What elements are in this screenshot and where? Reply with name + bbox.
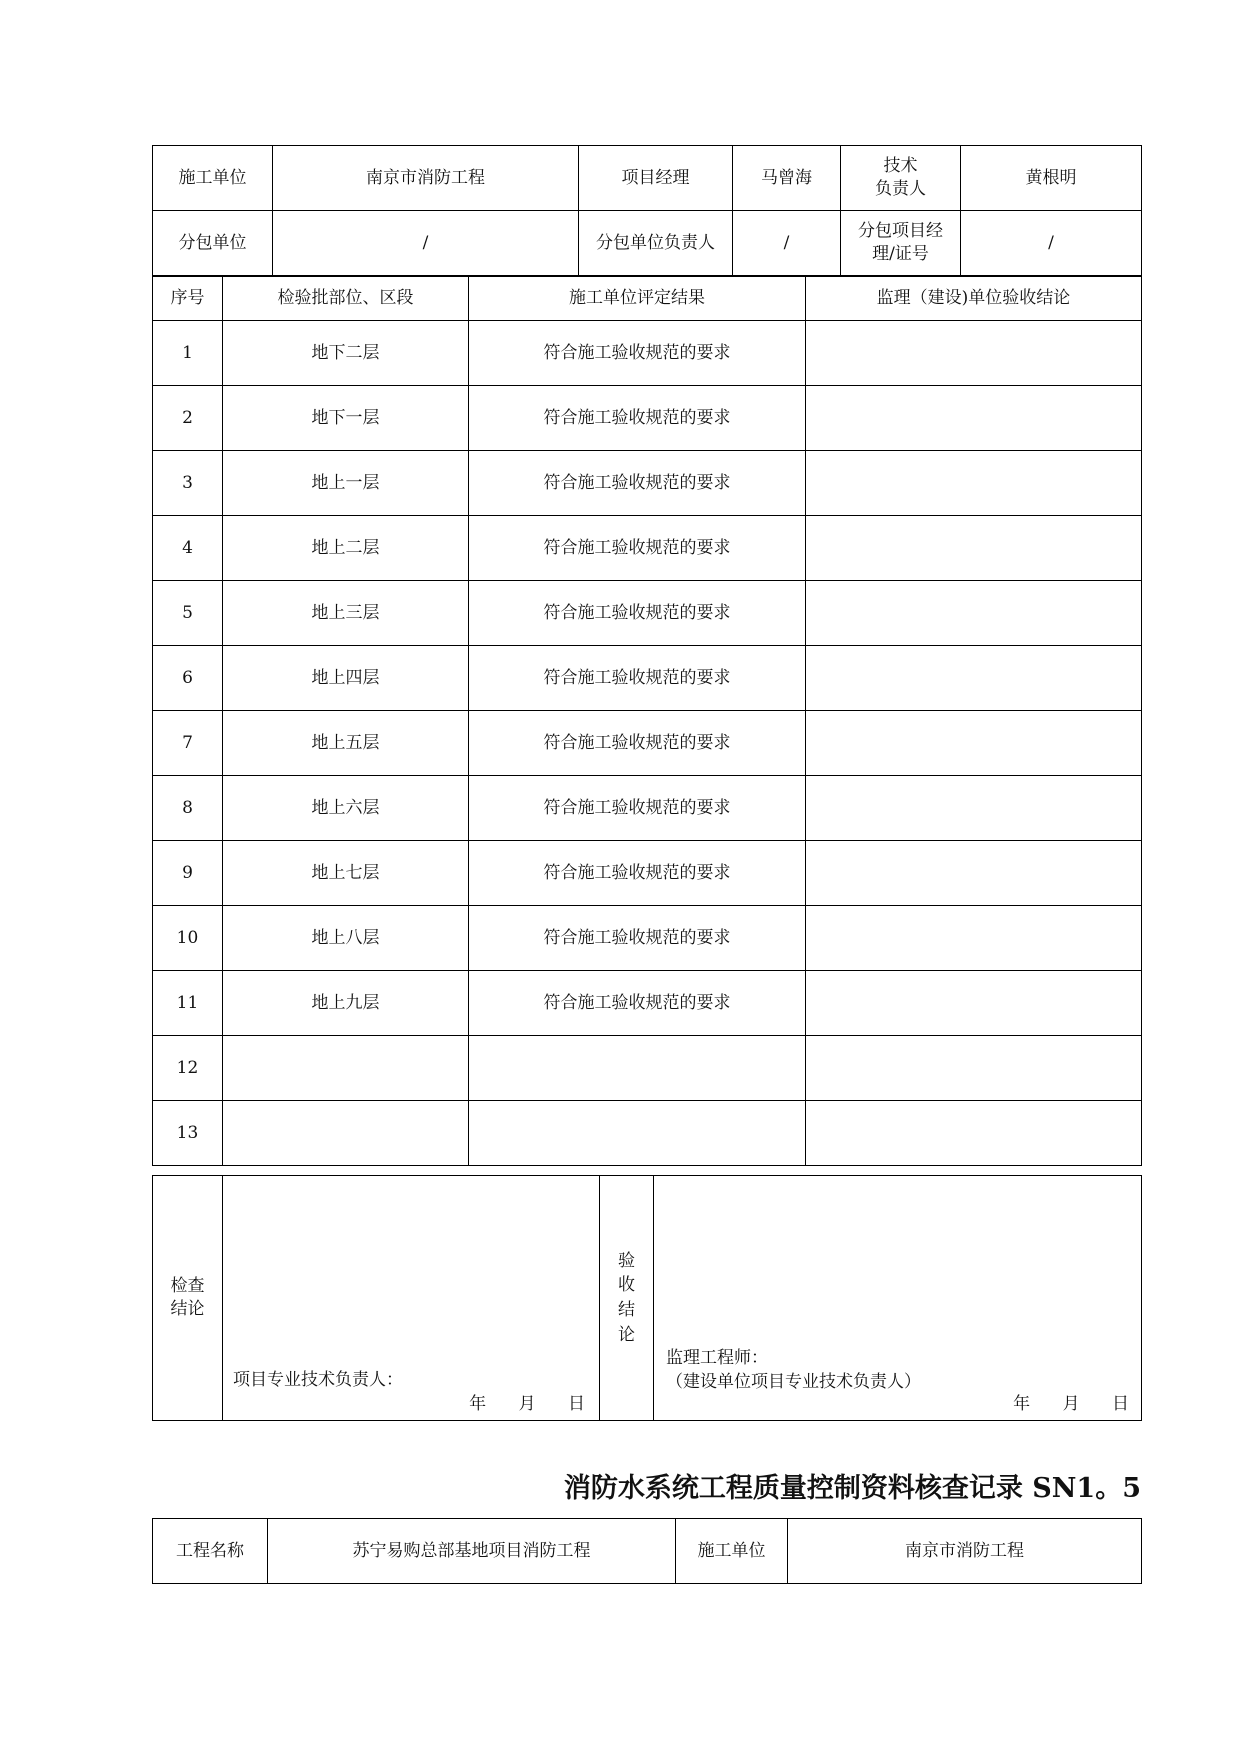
project-name-value: 苏宁易购总部基地项目消防工程 xyxy=(268,1519,676,1584)
row-conclusion xyxy=(806,581,1142,646)
contractor-label: 施工单位 xyxy=(153,146,273,211)
row-result: 符合施工验收规范的要求 xyxy=(469,906,806,971)
table-row xyxy=(153,581,1142,646)
row-no: 1 xyxy=(153,321,223,386)
supervisor-note: （建设单位项目专业技术负责人） xyxy=(666,1372,921,1393)
pm-label: 项目经理 xyxy=(579,146,733,211)
bottom-contractor-label: 施工单位 xyxy=(676,1519,788,1584)
row-conclusion xyxy=(806,1036,1142,1101)
inspection-table-header xyxy=(153,277,1142,321)
row-part: 地下二层 xyxy=(223,321,469,386)
acceptance-date-year: 年 xyxy=(1013,1394,1031,1415)
row-no: 10 xyxy=(153,906,223,971)
check-label-line1: 检查 xyxy=(170,1276,205,1297)
row-conclusion xyxy=(806,321,1142,386)
check-date-year: 年 xyxy=(469,1394,487,1415)
check-conclusion-area xyxy=(223,1176,600,1421)
row-part: 地上三层 xyxy=(223,581,469,646)
row-part: 地上八层 xyxy=(223,906,469,971)
row-result: 符合施工验收规范的要求 xyxy=(469,451,806,516)
document-title: 消防水系统工程质量控制资料核查记录 SN1。5 xyxy=(563,1473,1141,1504)
row-conclusion xyxy=(806,971,1142,1036)
row-conclusion xyxy=(806,1101,1142,1166)
table-row xyxy=(153,321,1142,386)
table-row xyxy=(153,971,1142,1036)
check-date xyxy=(469,1393,585,1416)
table-row xyxy=(153,386,1142,451)
header-table xyxy=(152,145,1142,276)
row-no: 3 xyxy=(153,451,223,516)
project-name-label: 工程名称 xyxy=(153,1519,268,1584)
row-no: 13 xyxy=(153,1101,223,1166)
col-part-header: 检验批部位、区段 xyxy=(223,277,469,321)
acceptance-label-text: 验收结论 xyxy=(618,1250,635,1345)
row-result: 符合施工验收规范的要求 xyxy=(469,841,806,906)
subcontractor-value: / xyxy=(273,211,579,276)
row-result: 符合施工验收规范的要求 xyxy=(469,386,806,451)
row-part: 地上六层 xyxy=(223,776,469,841)
row-no: 4 xyxy=(153,516,223,581)
row-conclusion xyxy=(806,646,1142,711)
contractor-row xyxy=(153,146,1142,211)
col-result-header: 施工单位评定结果 xyxy=(469,277,806,321)
row-no: 9 xyxy=(153,841,223,906)
check-date-day: 日 xyxy=(568,1394,585,1415)
table-row xyxy=(153,1101,1142,1166)
row-conclusion xyxy=(806,711,1142,776)
signoff-table xyxy=(152,1175,1142,1421)
row-conclusion xyxy=(806,841,1142,906)
row-part: 地上九层 xyxy=(223,971,469,1036)
pm-value: 马曾海 xyxy=(733,146,841,211)
row-no: 8 xyxy=(153,776,223,841)
row-part: 地上一层 xyxy=(223,451,469,516)
contractor-value: 南京市消防工程 xyxy=(273,146,579,211)
col-no-header: 序号 xyxy=(153,277,223,321)
sub-pm-label xyxy=(841,211,961,276)
row-conclusion xyxy=(806,906,1142,971)
tech-lead-value: 黄根明 xyxy=(961,146,1142,211)
row-result: 符合施工验收规范的要求 xyxy=(469,516,806,581)
row-result: 符合施工验收规范的要求 xyxy=(469,776,806,841)
row-part: 地上四层 xyxy=(223,646,469,711)
subcontractor-row xyxy=(153,211,1142,276)
sub-lead-value: / xyxy=(733,211,841,276)
row-conclusion xyxy=(806,776,1142,841)
table-row xyxy=(153,711,1142,776)
row-part xyxy=(223,1101,469,1166)
table-row xyxy=(153,451,1142,516)
inspection-table xyxy=(152,276,1142,1166)
row-no: 2 xyxy=(153,386,223,451)
table-row xyxy=(153,841,1142,906)
row-part xyxy=(223,1036,469,1101)
row-result: 符合施工验收规范的要求 xyxy=(469,711,806,776)
table-row xyxy=(153,516,1142,581)
sub-pm-label-line1: 分包项目经 xyxy=(858,221,943,242)
row-no: 12 xyxy=(153,1036,223,1101)
row-conclusion xyxy=(806,516,1142,581)
sub-pm-label-line2: 理/证号 xyxy=(872,244,929,264)
acceptance-conclusion-label xyxy=(600,1176,654,1421)
check-conclusion-label xyxy=(153,1176,223,1421)
acceptance-conclusion-area xyxy=(654,1176,1142,1421)
check-label-line2: 结论 xyxy=(170,1299,205,1319)
subcontractor-label: 分包单位 xyxy=(153,211,273,276)
row-no: 11 xyxy=(153,971,223,1036)
row-result: 符合施工验收规范的要求 xyxy=(469,646,806,711)
tech-lead-label-line2: 负责人 xyxy=(875,179,926,199)
row-conclusion xyxy=(806,451,1142,516)
tech-lead-label-line1: 技术 xyxy=(883,156,918,177)
row-no: 7 xyxy=(153,711,223,776)
row-conclusion xyxy=(806,386,1142,451)
row-no: 5 xyxy=(153,581,223,646)
row-result xyxy=(469,1101,806,1166)
table-row xyxy=(153,646,1142,711)
row-part: 地上五层 xyxy=(223,711,469,776)
check-signer-label: 项目专业技术负责人： xyxy=(233,1370,403,1391)
row-result: 符合施工验收规范的要求 xyxy=(469,321,806,386)
table-row xyxy=(153,1036,1142,1101)
table-row xyxy=(153,776,1142,841)
row-result xyxy=(469,1036,806,1101)
row-part: 地下一层 xyxy=(223,386,469,451)
table-row xyxy=(153,906,1142,971)
acceptance-date-day: 日 xyxy=(1112,1394,1129,1415)
signoff-row xyxy=(153,1176,1142,1421)
project-info-table xyxy=(152,1518,1142,1584)
acceptance-date-month: 月 xyxy=(1062,1394,1080,1415)
col-conclusion-header: 监理（建设)单位验收结论 xyxy=(806,277,1142,321)
row-part: 地上二层 xyxy=(223,516,469,581)
supervisor-label: 监理工程师： xyxy=(666,1348,768,1369)
sub-lead-label: 分包单位负责人 xyxy=(579,211,733,276)
acceptance-date xyxy=(1013,1393,1129,1416)
sub-pm-value: / xyxy=(961,211,1142,276)
check-date-month: 月 xyxy=(518,1394,536,1415)
project-info-row xyxy=(153,1519,1142,1584)
bottom-contractor-value: 南京市消防工程 xyxy=(788,1519,1142,1584)
row-result: 符合施工验收规范的要求 xyxy=(469,971,806,1036)
row-part: 地上七层 xyxy=(223,841,469,906)
row-no: 6 xyxy=(153,646,223,711)
tech-lead-label xyxy=(841,146,961,211)
row-result: 符合施工验收规范的要求 xyxy=(469,581,806,646)
